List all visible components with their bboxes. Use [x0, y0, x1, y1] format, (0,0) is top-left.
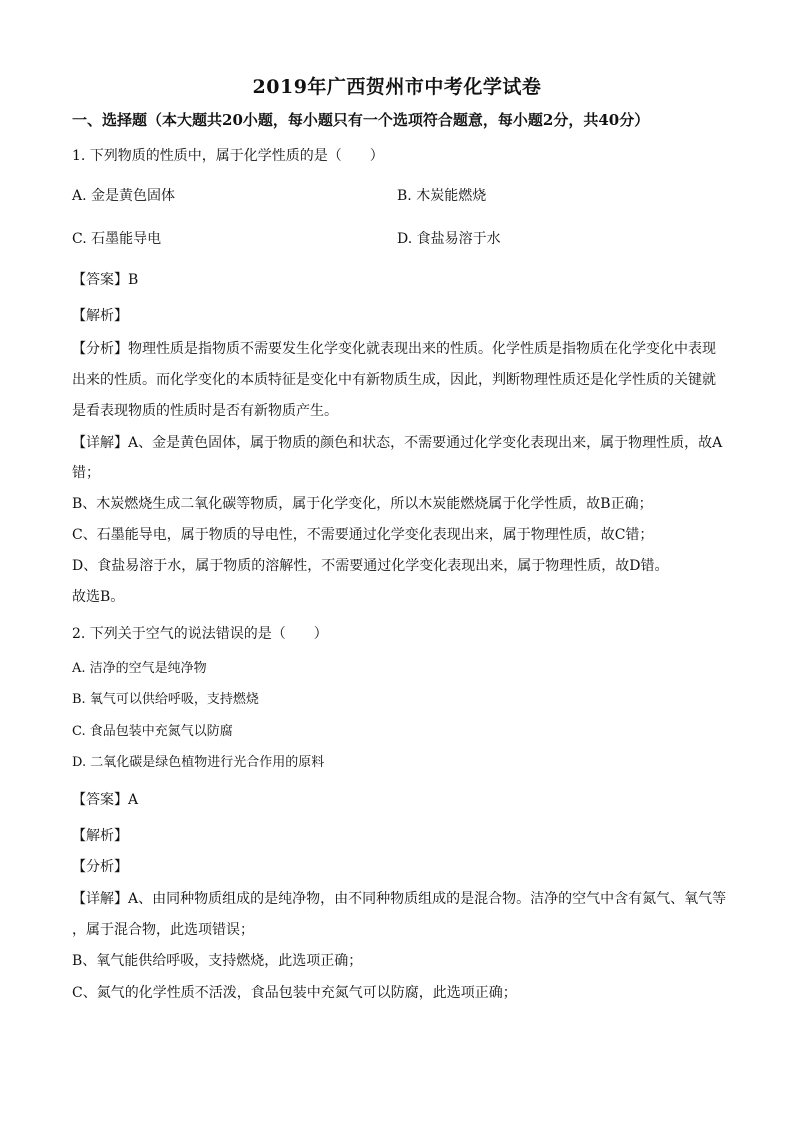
question-2-option-d: D. 二氧化碳是绿色植物进行光合作用的原料 [72, 755, 325, 770]
question-1-detail-line: 错； [72, 465, 100, 481]
detail-text: A、金是黄色固体，属于物质的颜色和状态，不需要通过化学变化表现出来，属于物理性质，故A [128, 435, 723, 451]
detail-tag: 【详解】 [72, 435, 128, 451]
question-1-fenxi-line: 出来的性质。而化学变化的本质特征是变化中有新物质生成，因此，判断物理性质还是化学性质的关键就 [72, 372, 716, 388]
page-title: 2019年广西贺州市中考化学试卷 [252, 76, 542, 98]
question-2-option-b: B. 氧气可以供给呼吸，支持燃烧 [72, 692, 259, 707]
section-heading: 一、选择题（本大题共20小题，每小题只有一个选项符合题意，每小题2分，共40分） [72, 111, 650, 129]
question-1-option-d: D. 食盐易溶于水 [397, 231, 501, 247]
fenxi-text: 物理性质是指物质不需要发生化学变化就表现出来的性质。化学性质是指物质在化学变化中表现 [128, 341, 716, 357]
question-2-fenxi-tag: 【分析】 [72, 859, 128, 875]
answer-tag: 【答案】 [72, 792, 128, 808]
question-1-option-a: A. 金是黄色固体 [72, 188, 176, 204]
question-1-detail-line [72, 433, 722, 453]
question-1-detail-line: C、石墨能导电，属于物质的导电性，不需要通过化学变化表现出来，属于物理性质，故C错； [72, 527, 654, 543]
question-2-option-a: A. 洁净的空气是纯净物 [72, 661, 207, 676]
question-1-detail-line: B、木炭燃烧生成二氧化碳等物质，属于化学变化，所以木炭能燃烧属于化学性质，故B正确； [72, 496, 653, 512]
question-2-detail-line: C、氮气的化学性质不活泼，食品包装中充氮气可以防腐，此选项正确； [72, 985, 517, 1001]
question-1-fenxi-line [72, 339, 716, 359]
question-2-answer [72, 790, 138, 810]
question-1-option-c: C. 石墨能导电 [72, 231, 162, 247]
question-2-detail-line: ，属于混合物，此选项错误； [72, 922, 254, 938]
question-2-detail-line [72, 889, 726, 909]
question-1-detail-line: 故选B。 [72, 589, 125, 605]
question-1-option-b: B. 木炭能燃烧 [397, 188, 487, 204]
question-2-stem: 2. 下列关于空气的说法错误的是（ ） [72, 626, 328, 642]
detail-text: A、由同种物质组成的是纯净物，由不同种物质组成的是混合物。洁净的空气中含有氮气、氧气等 [128, 891, 727, 907]
fenxi-tag: 【分析】 [72, 341, 128, 357]
question-1-answer [72, 270, 138, 290]
question-1-detail-line: D、食盐易溶于水，属于物质的溶解性，不需要通过化学变化表现出来，属于物理性质，故D错。 [72, 558, 669, 574]
answer-value: B [128, 272, 139, 288]
question-1-stem: 1. 下列物质的性质中，属于化学性质的是（ ） [72, 148, 384, 164]
detail-tag: 【详解】 [72, 891, 128, 907]
question-2-option-c: C. 食品包装中充氮气以防腐 [72, 724, 233, 739]
question-1-analysis-tag: 【解析】 [72, 308, 128, 324]
question-2-detail-line: B、氧气能供给呼吸，支持燃烧，此选项正确； [72, 953, 363, 969]
question-1-fenxi-line: 是看表现物质的性质时是否有新物质产生。 [72, 403, 338, 419]
answer-tag: 【答案】 [72, 272, 128, 288]
answer-value: A [128, 792, 139, 808]
question-2-analysis-tag: 【解析】 [72, 828, 128, 844]
